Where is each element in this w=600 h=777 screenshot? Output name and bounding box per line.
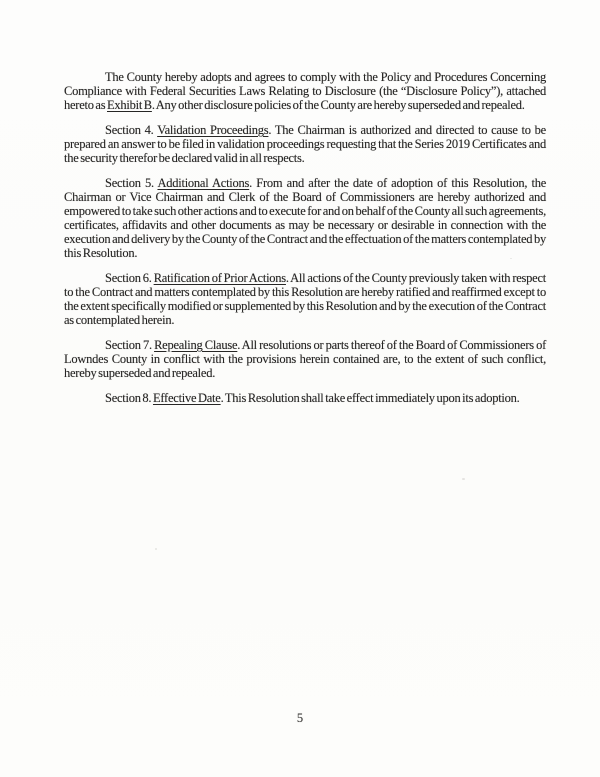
section-6-paragraph <box>64 271 546 327</box>
scan-speck <box>510 258 512 259</box>
underlined-heading-repealing-clause: Repealing Clause <box>154 338 238 352</box>
underlined-heading-effective-date: Effective Date <box>152 391 221 405</box>
page-number: 5 <box>296 711 304 725</box>
underlined-heading-ratification-of-prior-actions: Ratification of Prior Actions <box>153 271 286 285</box>
scan-speck <box>155 548 157 550</box>
section-4-label: Section 4. <box>105 123 158 137</box>
paragraph-rest: . The Chairman is authorized and directed to cause to be prepared an answer to be filed in validation proceedings requesting that the Series 2019 Certificates and the security therefor be declared valid in all respects. <box>64 123 546 165</box>
paragraph-rest: . All resolutions or parts thereof of the Board of Commissioners of Lowndes County in conflict with the provisions herein contained are, to the extent of such conflict, hereby superseded and repealed. <box>64 338 546 380</box>
paragraph-lead: The County hereby adopts and agrees to comply with the Policy and Procedures Concerning Compliance with Federal Securities Laws Relating to Disclosure (the “Disclosure Policy”), attached hereto as <box>64 70 546 112</box>
underlined-heading-additional-actions: Additional Actions <box>157 176 250 190</box>
section-7-paragraph <box>64 338 546 380</box>
intro-paragraph <box>64 70 546 112</box>
section-5-label: Section 5. <box>105 176 158 190</box>
document-body <box>64 70 546 405</box>
section-8-label: Section 8. <box>105 391 153 405</box>
paragraph-rest: . Any other disclosure policies of the County are hereby superseded and repealed. <box>151 98 525 112</box>
underlined-heading-validation-proceedings: Validation Proceedings <box>157 123 269 137</box>
section-6-label: Section 6. <box>105 271 154 285</box>
section-4-paragraph <box>64 123 546 165</box>
section-5-paragraph <box>64 176 546 260</box>
paragraph-rest: . From and after the date of adoption of this Resolution, the Chairman or Vice Chairman and Clerk of the Board of Commissioners are hereby authorized and empowered to take such other actions and to execute for and on behalf of the County all such agreements, certificates, affidavits and other documents as may be necessary or desirable in connection with the execution and delivery by the County of the Contract and the effectuation of the matters contemplated by this Resolution. <box>64 176 547 260</box>
scan-speck <box>462 478 465 480</box>
underlined-phrase-exhibit-b: Exhibit B <box>107 98 152 112</box>
paragraph-rest: . This Resolution shall take effect immediately upon its adoption. <box>220 391 520 405</box>
section-7-label: Section 7. <box>105 338 155 352</box>
paragraph-rest: . All actions of the County previously taken with respect to the Contract and matters contemplated by this Resolution are hereby ratified and reaffirmed except to the extent specifically modified or supplemented by this Resolution and by the execution of the Contract as contemplated herein. <box>64 271 546 327</box>
section-8-paragraph <box>64 391 546 405</box>
